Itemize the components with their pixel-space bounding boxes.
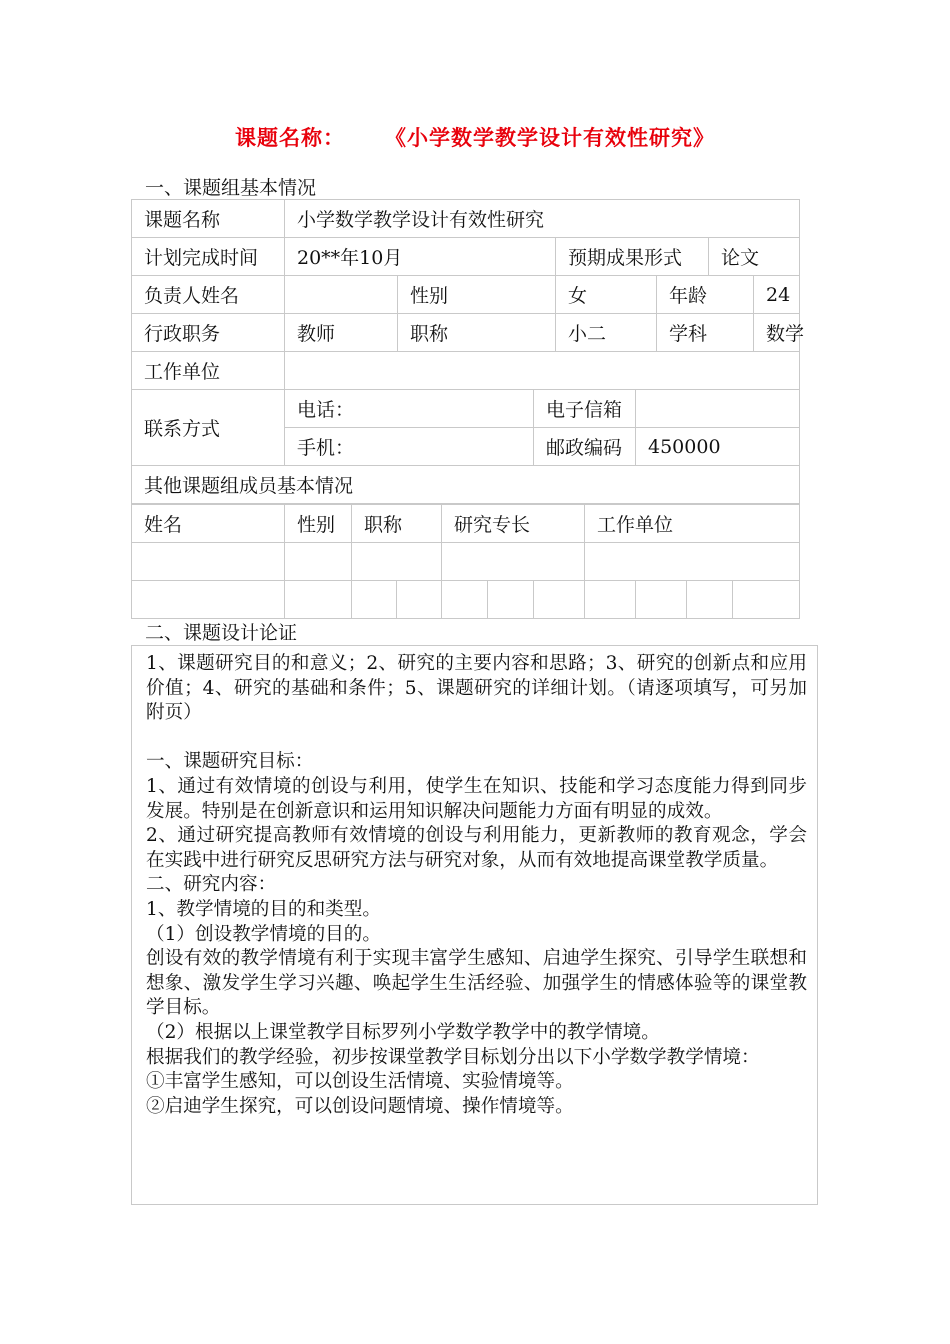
postcode-value: 450000 [636,428,800,466]
members-cell [488,581,534,619]
plan-label: 计划完成时间 [132,238,285,276]
admin-label: 行政职务 [132,314,285,352]
email-value [636,390,800,428]
title-name: 《小学数学教学设计有效性研究》 [385,125,715,150]
contact-label: 联系方式 [132,390,285,466]
admin-value: 教师 [285,314,398,352]
members-header-title: 职称 [352,505,442,543]
members-cell [132,543,285,581]
phone-label: 电话： [285,390,534,428]
members-cell [585,543,800,581]
members-cell [352,581,397,619]
body-paragraph: 一、课题研究目标： [146,751,314,773]
body-paragraph: ②启迪学生探究，可以创设问题情境、操作情境等。 [146,1095,574,1117]
age-label: 年龄 [657,276,754,314]
members-cell [585,581,636,619]
section-heading-design: 二、课题设计论证 [145,622,298,644]
subject-label: 学科 [657,314,754,352]
age-value: 24 [754,276,800,314]
title-rank-label: 职称 [398,314,556,352]
leader-label: 负责人姓名 [132,276,285,314]
body-paragraph: 二、研究内容： [146,874,277,896]
title-rank-value: 小二 [556,314,657,352]
members-table [131,504,800,619]
body-paragraph: ①丰富学生感知，可以创设生活情境、实验情境等。 [146,1071,574,1093]
body-paragraph: 1、教学情境的目的和类型。 [146,898,381,920]
unit-value [285,352,800,390]
members-cell [534,581,585,619]
document-title [0,122,950,152]
gender-value: 女 [556,276,657,314]
members-cell [442,581,488,619]
plan-value: 20**年10月 [285,238,556,276]
members-cell [733,581,800,619]
members-header-gender: 性别 [285,505,352,543]
subject-value: 数学 [754,314,800,352]
body-paragraph: 根据我们的教学经验，初步按课堂教学目标划分出以下小学数学教学情境： [146,1046,760,1068]
body-paragraph: （1）创设教学情境的目的。 [146,923,381,945]
basic-info-table [131,199,805,504]
members-header-name: 姓名 [132,505,285,543]
result-label: 预期成果形式 [556,238,709,276]
mobile-label: 手机： [285,428,534,466]
members-header-specialty: 研究专长 [442,505,585,543]
unit-label: 工作单位 [132,352,285,390]
section-heading-basic-info: 一、课题组基本情况 [145,177,317,199]
members-row [132,581,800,619]
members-cell [285,543,352,581]
body-paragraph: 1、课题研究目的和意义；2、研究的主要内容和思路；3、研究的创新点和应用价值；4、研究的基础和条件；5、课题研究的详细计划。（请逐项填写，可另加附页） [146,653,807,724]
topic-label: 课题名称 [132,200,285,238]
members-cell [132,581,285,619]
members-cell [397,581,442,619]
leader-value [285,276,398,314]
body-paragraph: 2、通过研究提高教师有效情境的创设与利用能力，更新教师的教育观念，学会在实践中进行研究反思研究方法与研究对象，从而有效地提高课堂教学质量。 [146,825,807,871]
postcode-label: 邮政编码 [534,428,636,466]
design-argument-box [131,645,818,1205]
gender-label: 性别 [398,276,556,314]
title-label: 课题名称： [235,125,345,150]
members-cell [285,581,352,619]
members-row [132,543,800,581]
members-cell [636,581,687,619]
members-cell [442,543,585,581]
email-label: 电子信箱 [534,390,636,428]
body-paragraph: 1、通过有效情境的创设与利用，使学生在知识、技能和学习态度能力得到同步发展。特别是在创新意识和运用知识解决问题能力方面有明显的成效。 [146,775,807,822]
body-blank-line [146,726,807,751]
result-value: 论文 [709,238,800,276]
topic-value: 小学数学教学设计有效性研究 [285,200,800,238]
members-label: 其他课题组成员基本情况 [132,466,800,504]
members-header-unit: 工作单位 [585,505,800,543]
body-paragraph: （2）根据以上课堂教学目标罗列小学数学教学中的教学情境。 [146,1021,660,1043]
members-cell [687,581,733,619]
body-paragraph: 创设有效的教学情境有利于实现丰富学生感知、启迪学生探究、引导学生联想和想象、激发学生学习兴趣、唤起学生生活经验、加强学生的情感体验等的课堂教学目标。 [146,948,807,1019]
members-cell [352,543,442,581]
